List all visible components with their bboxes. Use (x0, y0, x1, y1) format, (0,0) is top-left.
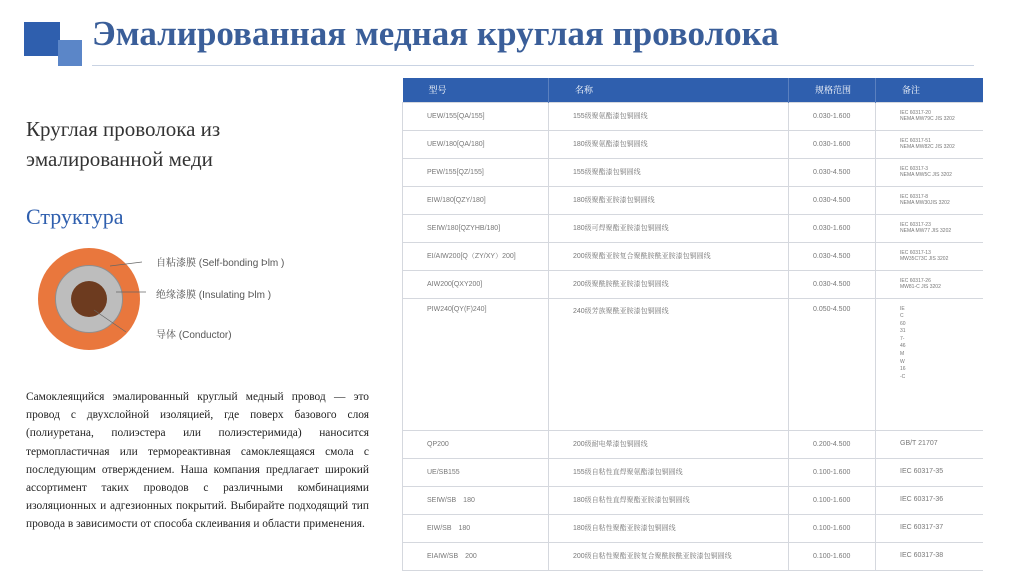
cell-size-range: 0.030-4.500 (789, 270, 876, 298)
cell-model: PEW/155[QZ/155] (403, 158, 549, 186)
column-header-size-range: 规格范围 (789, 78, 876, 102)
cell-model: UEW/180[QA/180] (403, 130, 549, 158)
table-row (403, 270, 984, 298)
cell-remarks: IEC 60317-23 NEMA MW77 JIS 3202 (876, 214, 984, 242)
cell-size-range: 0.030-1.600 (789, 130, 876, 158)
cell-remarks: IE C 60 31 7- 46 M W 16 -C (876, 298, 984, 430)
leader-line-conductor (94, 310, 126, 332)
cell-size-range: 0.100-1.600 (789, 486, 876, 514)
table-row (403, 298, 984, 430)
cell-size-range: 0.100-1.600 (789, 458, 876, 486)
table-row (403, 486, 984, 514)
cell-size-range: 0.030-4.500 (789, 158, 876, 186)
column-header-remarks: 备注 (876, 78, 984, 102)
cell-size-range: 0.200-4.500 (789, 430, 876, 458)
cell-remarks: GB/T 21707 (876, 430, 984, 458)
cell-size-range: 0.030-4.500 (789, 242, 876, 270)
cell-model: AIW200[QXY200] (403, 270, 549, 298)
column-header-name: 名称 (549, 78, 789, 102)
structure-heading: Структура (26, 204, 124, 229)
cell-model: UE/SB155 (403, 458, 549, 486)
cell-name: 200级自粘性聚酯亚胺复合聚酰胺酰亚胺漆包铜圆线 (549, 542, 789, 570)
subtitle: Круглая проволока из эмалированной меди (26, 117, 221, 171)
title-divider (92, 65, 974, 66)
cell-remarks: IEC 60317-8 NEMA MW30JIS 3202 (876, 186, 984, 214)
cell-model: EI/AIW200[Q（ZY/XY）200] (403, 242, 549, 270)
cell-model: UEW/155[QA/155] (403, 102, 549, 130)
logo (24, 22, 82, 68)
cell-size-range: 0.030-1.600 (789, 102, 876, 130)
cell-size-range: 0.100-1.600 (789, 514, 876, 542)
table-row (403, 458, 984, 486)
cell-name: 200级耐电晕漆包铜圆线 (549, 430, 789, 458)
product-description: Самоклеящийся эмалированный круглый медный провод — это провод с двухслойной изоляцией, где поверх базового слоя (полиуретана, полиэстера или полиэстеримида) наносится термопластичная или термореактивная самоклеящаяся смола с последующим отверждением. Наша компания предлагает широкий ассортимент таких проводов с различными комбинациями изоляционных и адгезионных покрытий. Выбирайте подходящий тип провода в зависимости от способа склеивания и области применения. (26, 391, 369, 531)
table-row (403, 158, 984, 186)
cell-model: PIW240[QY(F)240] (403, 298, 549, 430)
cell-remarks: IEC 60317-20 NEMA MW79C JIS 3202 (876, 102, 984, 130)
cell-name: 180级聚酯亚胺漆包铜圆线 (549, 186, 789, 214)
cell-remarks: IEC 60317-35 (876, 458, 984, 486)
leader-lines (38, 248, 140, 350)
cell-name: 200级聚酯亚胺复合聚酰胺酰亚胺漆包铜圆线 (549, 242, 789, 270)
cell-model: SEIW/SB 180 (403, 486, 549, 514)
cell-name: 200级聚酰胺酰亚胺漆包铜圆线 (549, 270, 789, 298)
table-row (403, 430, 984, 458)
cell-model: QP200 (403, 430, 549, 458)
column-header-model: 型号 (403, 78, 549, 102)
cell-model: EIW/180[QZY/180] (403, 186, 549, 214)
cell-remarks: IEC 60317-36 (876, 486, 984, 514)
cell-model: SEIW/180[QZYHB/180] (403, 214, 549, 242)
leader-line-self-bonding (110, 262, 142, 266)
cell-name: 155级自粘性直焊聚氨酯漆包铜圆线 (549, 458, 789, 486)
cell-size-range: 0.100-1.600 (789, 542, 876, 570)
cell-remarks: IEC 60317-38 (876, 542, 984, 570)
wire-cross-section-diagram (38, 248, 140, 350)
layer-label-self-bonding: 自粘漆膜 (Self-bonding Þlm ) (156, 258, 285, 269)
cell-name: 180级可焊聚酯亚胺漆包铜圆线 (549, 214, 789, 242)
table-row (403, 186, 984, 214)
cell-name: 180级自粘性直焊聚酯亚胺漆包铜圆线 (549, 486, 789, 514)
cell-name: 155级聚氨酯漆包铜圆线 (549, 102, 789, 130)
cell-size-range: 0.030-1.600 (789, 214, 876, 242)
page-title: Эмалированная медная круглая проволока (92, 14, 779, 53)
page-right-margin (983, 0, 1024, 574)
cell-size-range: 0.030-4.500 (789, 186, 876, 214)
cell-name: 155级聚酯漆包铜圆线 (549, 158, 789, 186)
cell-remarks: IEC 60317-26 MW81-C JIS 3202 (876, 270, 984, 298)
specification-table (402, 78, 984, 571)
cell-remarks: IEC 60317-51 NEMA MW82C JIS 3202 (876, 130, 984, 158)
cell-model: EIW/SB 180 (403, 514, 549, 542)
cell-name: 180级聚氨酯漆包铜圆线 (549, 130, 789, 158)
table-row (403, 242, 984, 270)
cell-remarks: IEC 60317-3 NEMA MW5C JIS 3202 (876, 158, 984, 186)
table-row (403, 102, 984, 130)
logo-square-small (58, 40, 82, 66)
cell-model: EIAIW/SB 200 (403, 542, 549, 570)
layer-label-conductor: 导体 (Conductor) (156, 330, 232, 341)
logo-square-large (24, 22, 60, 56)
cell-name: 240级芳族聚酰亚胺漆包铜圆线 (549, 298, 789, 430)
cell-size-range: 0.050-4.500 (789, 298, 876, 430)
table-row (403, 214, 984, 242)
cell-remarks: IEC 60317-37 (876, 514, 984, 542)
cell-remarks: IEC 60317-13 MW35C73C JIS 3202 (876, 242, 984, 270)
table-row (403, 514, 984, 542)
table-header-row (403, 78, 984, 102)
table-row (403, 542, 984, 570)
layer-label-insulating: 绝缘漆膜 (Insulating Þlm ) (156, 290, 272, 301)
cell-name: 180级自粘性聚酯亚胺漆包铜圆线 (549, 514, 789, 542)
table-body (403, 102, 984, 570)
table-row (403, 130, 984, 158)
